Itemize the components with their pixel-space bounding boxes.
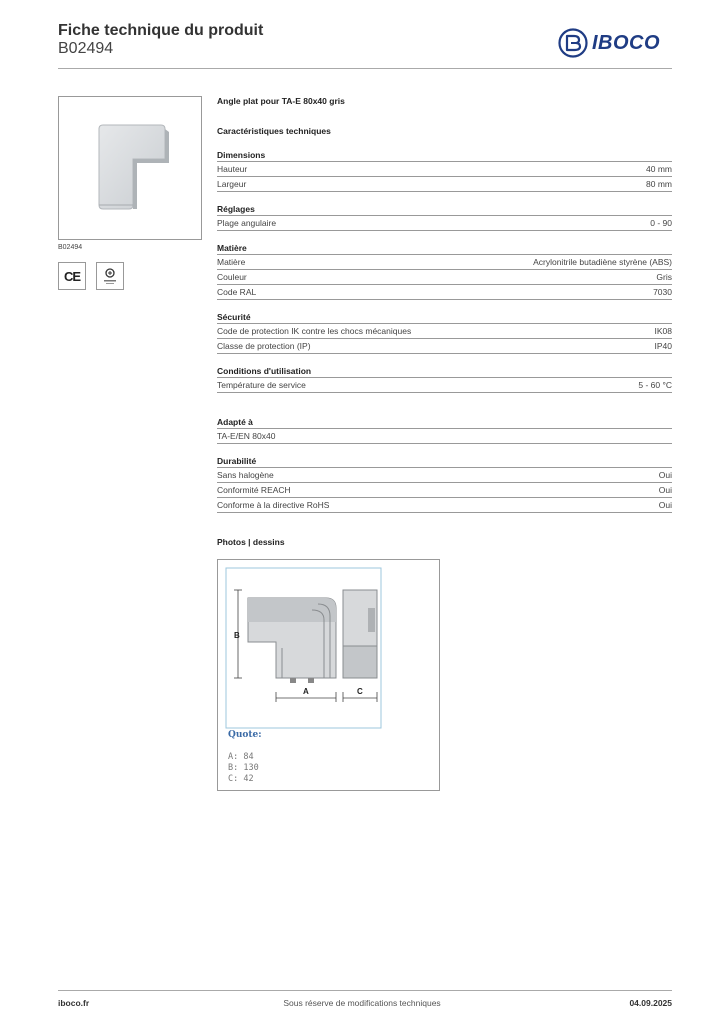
spec-value: 5 - 60 °C [638, 380, 672, 390]
spec-label: Code RAL [217, 287, 257, 297]
technical-drawing [217, 559, 440, 791]
spec-label: TA-E/EN 80x40 [217, 431, 276, 441]
spec-label: Sans halogène [217, 470, 274, 480]
spec-label: Plage angulaire [217, 218, 277, 228]
ce-mark-icon [58, 262, 86, 290]
brand-logo [558, 28, 660, 58]
seal-icon [99, 265, 121, 287]
quote-b: B: 130 [228, 763, 259, 773]
dim-label-a: A [303, 687, 309, 696]
spec-value: 80 mm [646, 179, 672, 189]
spec-label: Température de service [217, 380, 306, 390]
spec-row [217, 216, 672, 231]
footer-site-link[interactable]: iboco.fr [58, 998, 90, 1008]
group-title-dimensions: Dimensions [217, 148, 672, 162]
spec-value: 0 - 90 [650, 218, 672, 228]
spec-value: Oui [658, 500, 672, 510]
spec-value: Gris [656, 272, 672, 282]
spec-row [217, 483, 672, 498]
spec-label: Couleur [217, 272, 247, 282]
spec-row [217, 498, 672, 513]
quote-a: A: 84 [228, 752, 254, 762]
product-code: B02494 [58, 40, 114, 57]
spec-row [217, 429, 672, 444]
dim-label-c: C [357, 687, 363, 696]
spec-label: Conforme à la directive RoHS [217, 500, 330, 510]
spec-value: Oui [658, 470, 672, 480]
quote-c: C: 42 [228, 774, 254, 784]
page-title: Fiche technique du produit [58, 22, 264, 39]
spec-row [217, 378, 672, 393]
spec-value: 7030 [653, 287, 672, 297]
spec-label: Largeur [217, 179, 247, 189]
footer-divider [58, 990, 672, 991]
spec-value: Oui [658, 485, 672, 495]
certification-seal-icon [96, 262, 124, 290]
spec-row [217, 324, 672, 339]
spec-value: Acrylonitrile butadiène styrène (ABS) [533, 257, 672, 267]
spec-column [217, 94, 672, 549]
ce-mark-text: CE [63, 268, 81, 284]
footer-notice: Sous réserve de modifications techniques [283, 998, 441, 1008]
photos-heading: Photos | dessins [217, 537, 285, 547]
spec-label: Hauteur [217, 164, 248, 174]
thumbnail-code: B02494 [58, 244, 83, 251]
group-title-adapte: Adapté à [217, 415, 672, 429]
spec-value: 40 mm [646, 164, 672, 174]
footer-date: 04.09.2025 [629, 998, 672, 1008]
product-name: Angle plat pour TA-E 80x40 gris [217, 96, 345, 106]
spec-row [217, 285, 672, 300]
spec-row [217, 468, 672, 483]
quote-title: Quote: [228, 730, 262, 740]
spec-label: Code de protection IK contre les chocs mécaniques [217, 326, 412, 336]
group-title-matiere: Matière [217, 241, 672, 255]
brand-name: IBOCO [592, 31, 661, 54]
spec-row [217, 255, 672, 270]
spec-row [217, 270, 672, 285]
group-title-conditions: Conditions d'utilisation [217, 364, 672, 378]
group-title-reglages: Réglages [217, 202, 672, 216]
iboco-logo-icon [558, 28, 588, 58]
spec-row [217, 162, 672, 177]
product-photo [59, 97, 201, 239]
spec-label: Matière [217, 257, 246, 267]
dim-label-b: B [234, 631, 240, 640]
spec-label: Classe de protection (IP) [217, 341, 311, 351]
product-thumbnail [58, 96, 202, 240]
spec-value: IK08 [654, 326, 672, 336]
spec-heading: Caractéristiques techniques [217, 126, 331, 136]
group-title-durabilite: Durabilité [217, 454, 672, 468]
dimension-drawing [218, 560, 439, 790]
spec-label: Conformité REACH [217, 485, 291, 495]
spec-row [217, 339, 672, 354]
header-divider [58, 68, 672, 69]
spec-value: IP40 [654, 341, 672, 351]
spec-row [217, 177, 672, 192]
group-title-securite: Sécurité [217, 310, 672, 324]
